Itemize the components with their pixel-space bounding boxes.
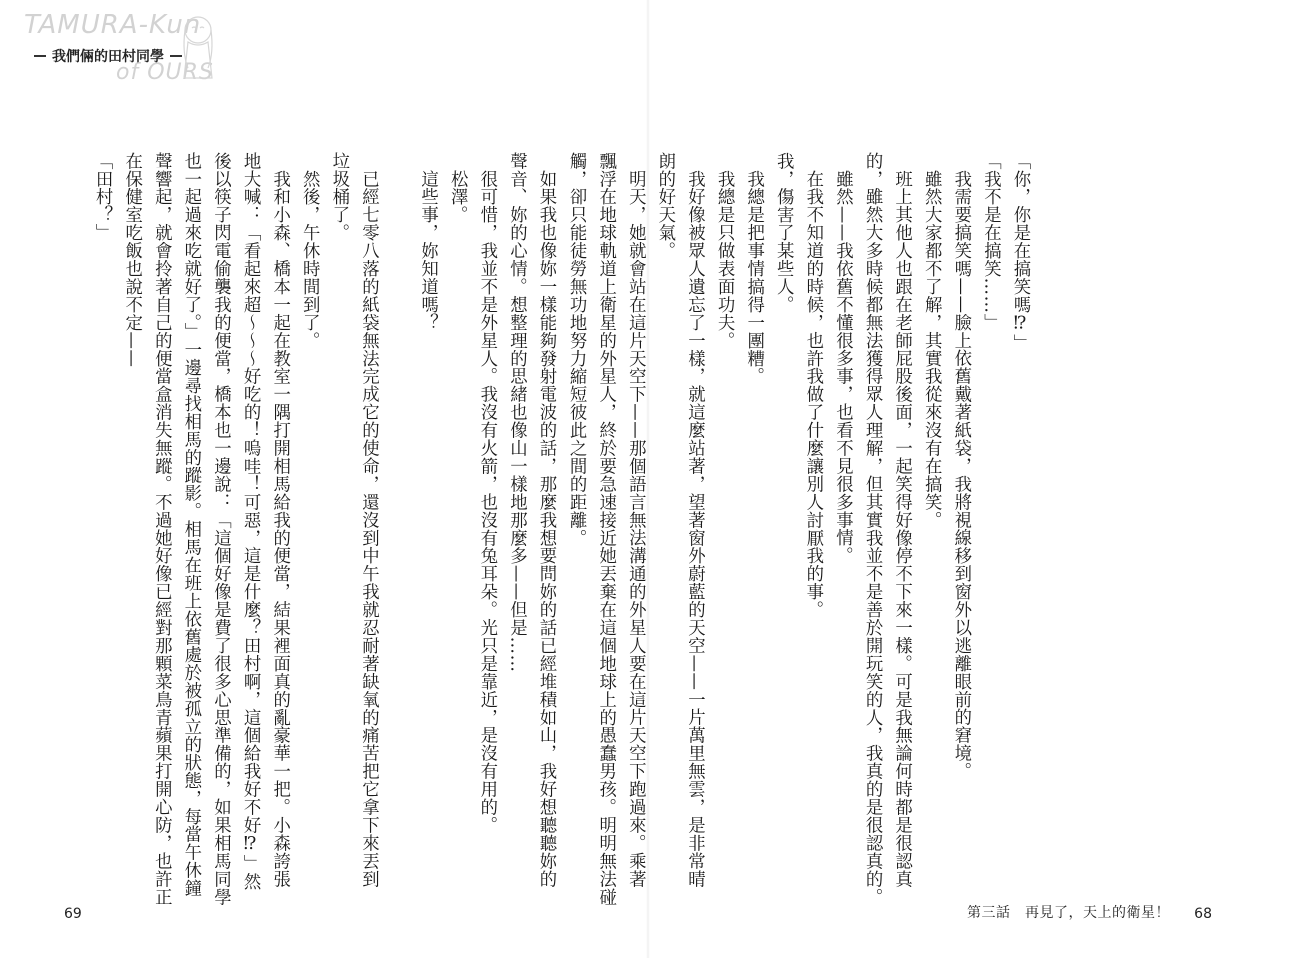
text-column: 我好像被眾人遺忘了一樣，就這麼站著，望著窗外蔚藍的天空——一片萬里無雲，是非常晴 [684, 152, 705, 888]
title-dash-left [34, 55, 46, 57]
text-column: 很可惜，我並不是外星人。我沒有火箭，也沒有兔耳朵。光只是靠近，是沒有用的。 [476, 152, 497, 835]
text-column: 的，雖然大多時候都無法獲得眾人理解，但其實我並不是善於開玩笑的人，我真的是很認真的。 [862, 152, 883, 906]
text-column: 「我不是在搞笑……」 [980, 152, 1001, 332]
text-column: 後以筷子閃電偷襲我的便當，橋本也一邊說：「這個好像是費了很多心思準備的，如果相馬同學 [210, 152, 231, 906]
text-column: 我和小森、橋本一起在教室一隅打開相馬給我的便當，結果裡面真的亂豪華一把。小森誇張 [269, 152, 290, 888]
title-dash-right [170, 55, 182, 57]
text-column: 在保健室吃飯也說不定—— [121, 152, 142, 368]
text-column: 在我不知道的時候，也許我做了什麼讓別人討厭我的事。 [802, 152, 823, 619]
page-number-right: 68 [1194, 906, 1212, 922]
logo-text-line2: of OURS [116, 60, 214, 85]
text-column: 我，傷害了某些人。 [773, 152, 794, 314]
text-column: 飄浮在地球軌道上衛星的外星人，終於要急速接近她丟棄在這個地球上的愚蠢男孩。明明無法碰 [595, 152, 616, 906]
left-page-body-text [87, 152, 561, 906]
book-title-text: 我們倆的田村同學 [52, 49, 164, 65]
text-column: 也一起過來吃就好了。」一邊尋找相馬的蹤影。相馬在班上依舊處於被孤立的狀態，每當午休鐘 [180, 152, 201, 898]
text-column: 朗的好天氣。 [654, 152, 675, 260]
right-page-body-text [561, 152, 1035, 906]
text-column: 我總是只做表面功夫。 [714, 152, 735, 350]
book-title [34, 46, 204, 66]
text-column: 雖然大家都不了解，其實我從來沒有在搞笑。 [921, 152, 942, 529]
right-page [566, 0, 1296, 958]
logo-text-line1: TAMURA-Kun [24, 10, 202, 40]
text-column: 「你，你是在搞笑嗎⁉」 [1010, 152, 1030, 353]
text-column: 雖然——我依舊不懂很多事，也看不見很多事情。 [832, 152, 853, 565]
chapter-title: 第三話 再見了，天上的衛星！ [967, 905, 1170, 921]
text-column: 垃圾桶了。 [328, 152, 349, 242]
text-column: 地大喊：「看起來超～～～好吃的！嗚哇！可惡，這是什麼？田村啊，這個給我好不好⁉」然 [240, 152, 261, 891]
text-column: 聲響起，就會拎著自己的便當盒消失無蹤。不過她好像已經對那顆菜鳥青蘋果打開心防，也許正 [151, 152, 172, 906]
text-column: 已經七零八落的紙袋無法完成它的使命，還沒到中午我就忍耐著缺氧的痛苦把它拿下來丟到 [358, 152, 379, 888]
text-column: 班上其他人也跟在老師屁股後面，一起笑得好像停不下來一樣。可是我無論何時都是很認真 [891, 152, 912, 888]
text-column: 我需要搞笑嗎——臉上依舊戴著紙袋，我將視線移到窗外以逃離眼前的窘境。 [950, 152, 971, 781]
text-column: 觸，卻只能徒勞無功地努力縮短彼此之間的距離。 [566, 152, 587, 547]
book-logo [14, 6, 224, 94]
text-column: 「田村？」 [92, 152, 113, 242]
blank-column [382, 152, 412, 842]
text-column: 然後，午休時間到了。 [299, 152, 320, 350]
text-column: 松澤。 [447, 152, 468, 224]
text-column: 明天，她就會站在這片天空下——那個語言無法溝通的外星人要在這片天空下跑過來。乘著 [625, 152, 646, 888]
page-number-left: 69 [64, 906, 82, 922]
text-column: 如果我也像妳一樣能夠發射電波的話，那麼我想要問妳的話已經堆積如山，我好想聽聽妳的 [536, 152, 556, 888]
text-column: 聲音、妳的心情。想整理的思緒也像山一樣地那麼多——但是…… [506, 152, 527, 673]
text-column: 這些事，妳知道嗎？ [417, 152, 438, 332]
text-column: 我總是把事情搞得一團糟。 [743, 152, 764, 386]
